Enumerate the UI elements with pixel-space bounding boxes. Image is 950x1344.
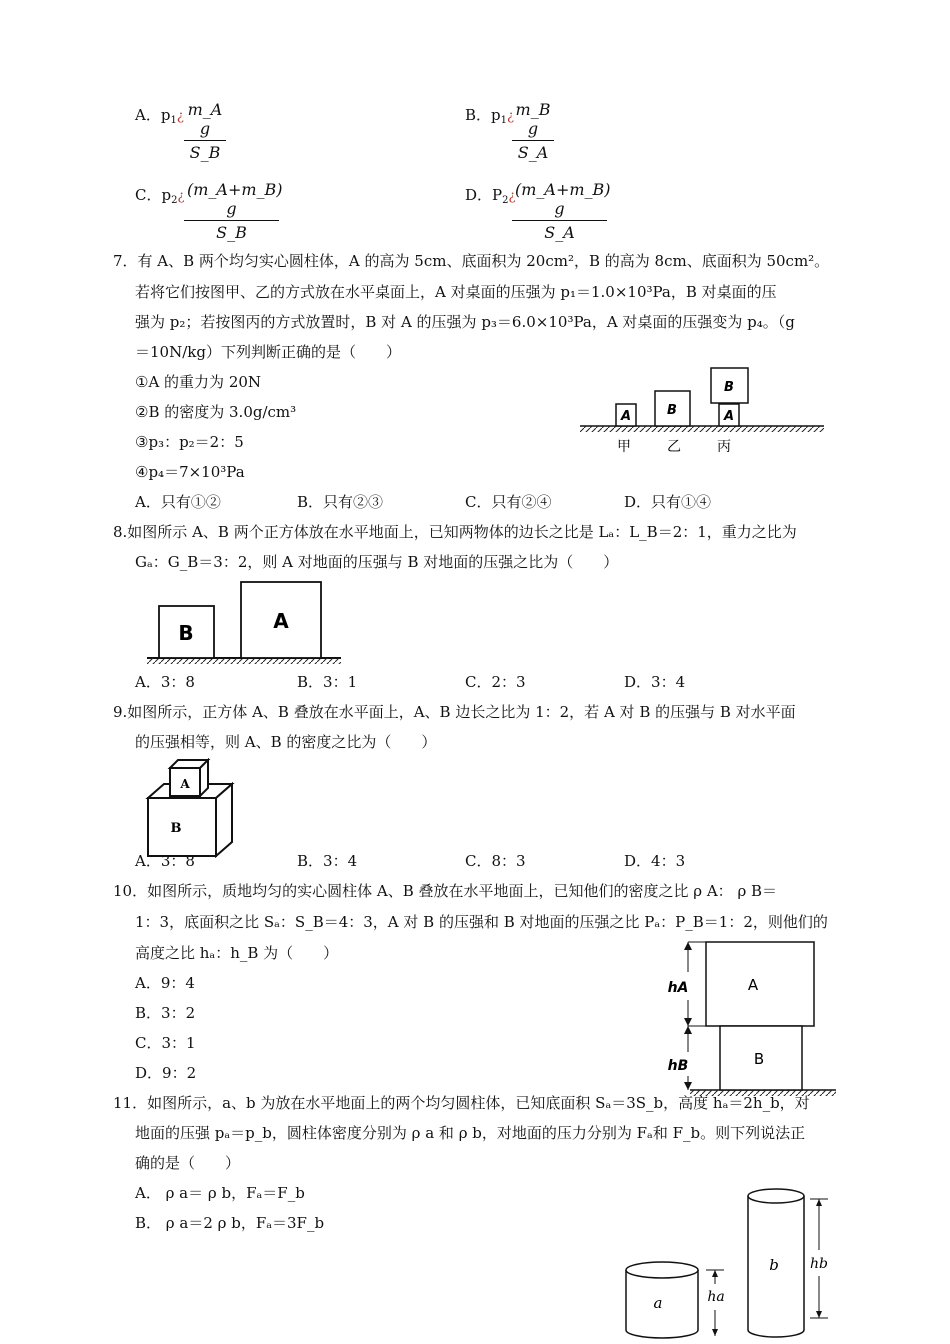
- q6-option-a-mark: ¿: [176, 109, 184, 124]
- q10-label-b: B: [753, 1050, 765, 1068]
- q7-line-1: 7．有 A、B 两个均匀实心圆柱体，A 的高为 5cm、底面积为 20cm²，B 的高为 8cm、底面积为 50cm²。: [113, 252, 830, 270]
- q6-option-c-sub: 2: [171, 195, 178, 206]
- q6-option-c-label: C．p: [135, 186, 172, 204]
- q7-option-d: D．只有①④: [624, 493, 712, 511]
- q10-option-d: D．9：2: [135, 1064, 197, 1082]
- q11-line-1: 11．如图所示，a、b 为放在水平地面上的两个均匀圆柱体，已知底面积 Sₐ＝3S_b，高度 hₐ＝2h_b，对: [113, 1094, 810, 1112]
- q9-figure: [142, 758, 242, 858]
- q11-label-b: b: [769, 1256, 779, 1274]
- q6-option-b-sub: 1: [500, 115, 508, 126]
- q9-option-a: A．3：8: [135, 852, 195, 870]
- q10-option-b: B．3：2: [135, 1004, 196, 1022]
- q11-cylinder-b-top: [748, 1189, 804, 1203]
- q6-option-a-numerator: m_A g: [184, 100, 226, 141]
- q6-option-d-numerator: (m_A+m_B) g: [512, 180, 607, 221]
- q11-figure: [620, 1184, 840, 1342]
- q7-statement-2: ②B 的密度为 3.0g/cm³: [135, 403, 297, 421]
- q6-option-c: [135, 186, 184, 210]
- q10-block-a: [706, 942, 814, 1026]
- q8-label-b: B: [178, 621, 194, 645]
- q6-option-b-fraction: [512, 100, 554, 162]
- q8-label-a: A: [273, 609, 289, 633]
- q11-label-hb: hb: [810, 1256, 828, 1272]
- q9-option-d: D．4：3: [624, 852, 686, 870]
- q7-label-a-bing: A: [723, 409, 735, 424]
- q6-option-b-numerator: m_B g: [512, 100, 554, 141]
- q6-option-c-denominator: S_B: [216, 223, 247, 242]
- q6-option-a-fraction: [184, 100, 226, 162]
- q7-label-jia: 甲: [617, 439, 631, 455]
- q6-option-a-sub: 1: [170, 115, 177, 126]
- q7-label-a-jia: A: [620, 409, 632, 424]
- q6-option-d-sub: 2: [502, 195, 509, 206]
- q11-option-a: A． ρ a＝ ρ b，Fₐ＝F_b: [135, 1184, 305, 1202]
- q6-option-d-fraction: [512, 180, 611, 242]
- q9-option-c: C．8：3: [465, 852, 526, 870]
- q7-option-b: B．只有②③: [297, 493, 384, 511]
- q7-label-yi: 乙: [667, 439, 681, 455]
- q10-figure: [660, 938, 838, 1098]
- q7-statement-1: ①A 的重力为 20N: [135, 373, 262, 391]
- q10-label-ha: hA: [667, 980, 689, 996]
- q7-label-bing: 丙: [717, 439, 731, 455]
- q6-option-d: [465, 186, 515, 210]
- q8-option-a: A．3：8: [135, 673, 195, 691]
- q9-option-b: B．3：4: [297, 852, 358, 870]
- q11-line-3: 确的是（ ）: [135, 1154, 241, 1172]
- q11-option-b: B． ρ a＝2 ρ b，Fₐ＝3F_b: [135, 1214, 325, 1232]
- q6-option-b-denominator: S_A: [517, 143, 549, 162]
- q6-option-d-denominator: S_A: [544, 223, 575, 242]
- q9-label-b: B: [170, 821, 182, 836]
- q11-label-ha: ha: [707, 1289, 725, 1305]
- q6-option-a-denominator: S_B: [189, 143, 221, 162]
- q9-label-a: A: [180, 777, 190, 791]
- q7-label-b-yi: B: [667, 403, 677, 418]
- q10-label-a: A: [747, 976, 759, 994]
- q10-label-hb: hB: [667, 1058, 689, 1074]
- q7-line-4: ＝10N/kg）下列判断正确的是（ ）: [135, 343, 401, 361]
- q8-option-b: B．3：1: [297, 673, 358, 691]
- q8-figure: [143, 578, 343, 668]
- q10-option-a: A．9：4: [135, 974, 195, 992]
- q6-option-d-label: D．P: [465, 186, 503, 204]
- q6-option-b-label: B．p: [465, 106, 501, 124]
- q7-line-3: 强为 p₂；若按图丙的方式放置时，B 对 A 的压强为 p₃＝6.0×10³Pa，A 对桌面的压强变为 p₄。（g: [135, 313, 795, 331]
- q10-line-1: 10．如图所示，质地均匀的实心圆柱体 A、B 叠放在水平地面上，已知他们的密度之比 ρ A： ρ B＝: [113, 882, 778, 900]
- q9-cube-b: [148, 798, 216, 856]
- q10-line-3: 高度之比 hₐ：h_B 为（ ）: [135, 944, 339, 962]
- q8-option-d: D．3：4: [624, 673, 686, 691]
- q6-option-b-mark: ¿: [507, 109, 514, 124]
- q7-option-a: A．只有①②: [135, 493, 221, 511]
- q11-line-2: 地面的压强 pₐ＝p_b，圆柱体密度分别为 ρ a 和 ρ b，对地面的压力分别为 Fₐ和 F_b。则下列说法正: [135, 1124, 806, 1142]
- q7-line-2: 若将它们按图甲、乙的方式放在水平桌面上，A 对桌面的压强为 p₁＝1.0×10³Pa，B 对桌面的压: [135, 283, 777, 301]
- q9-line-1: 9.如图所示，正方体 A、B 叠放在水平面上，A、B 边长之比为 1：2，若 A 对 B 的压强与 B 对水平面: [113, 703, 796, 721]
- q7-label-b-bing: B: [724, 380, 734, 395]
- q7-statement-4: ④p₄＝7×10³Pa: [135, 463, 245, 481]
- q7-option-c: C．只有②④: [465, 493, 552, 511]
- q8-option-c: C．2：3: [465, 673, 526, 691]
- q8-line-2: Gₐ：G_B＝3：2，则 A 对地面的压强与 B 对地面的压强之比为（ ）: [135, 553, 619, 571]
- q6-option-d-mark: ¿: [508, 189, 516, 204]
- q10-option-c: C．3：1: [135, 1034, 196, 1052]
- q6-option-c-numerator: (m_A+m_B) g: [184, 180, 279, 221]
- q10-line-2: 1：3，底面积之比 Sₐ：S_B＝4：3，A 对 B 的压强和 B 对地面的压强之比 Pₐ：P_B＝1：2，则他们的: [135, 913, 828, 931]
- q11-cylinder-a-top: [626, 1262, 698, 1278]
- q6-option-c-fraction: [184, 180, 283, 242]
- q9-line-2: 的压强相等，则 A、B 的密度之比为（ ）: [135, 733, 437, 751]
- q6-option-b: [465, 106, 514, 130]
- q8-line-1: 8.如图所示 A、B 两个正方体放在水平地面上，已知两物体的边长之比是 Lₐ：L_B＝2：1，重力之比为: [113, 523, 797, 541]
- q7-figure: [578, 362, 826, 456]
- q6-option-c-mark: ¿: [177, 189, 185, 204]
- q7-statement-3: ③p₃：p₂＝2：5: [135, 433, 244, 451]
- q6-option-a: [135, 106, 184, 130]
- q6-option-a-label: A．p: [135, 106, 171, 124]
- q11-label-a: a: [653, 1294, 663, 1312]
